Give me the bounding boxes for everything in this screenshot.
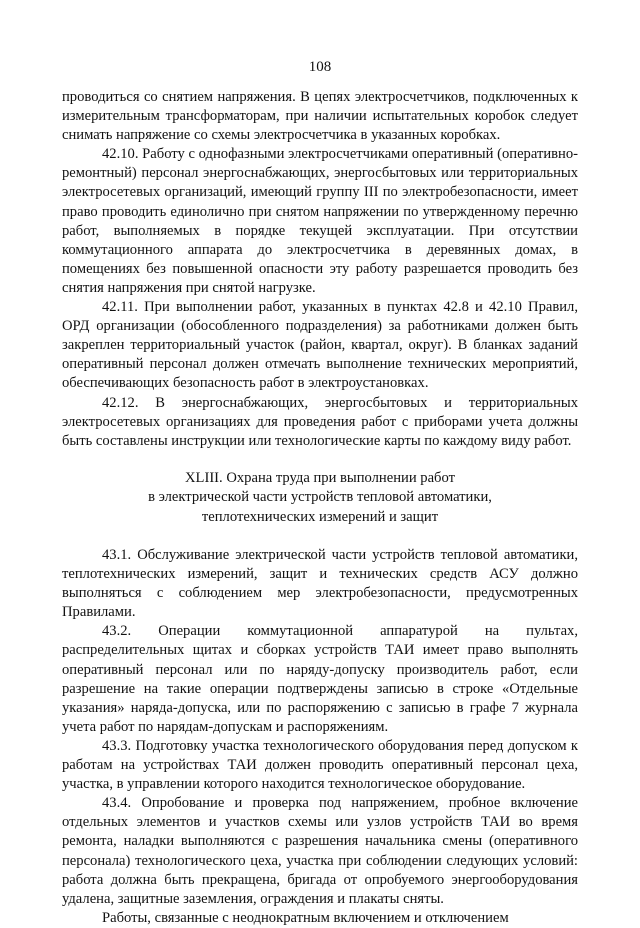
paragraph-43-2: 43.2. Операции коммутационной аппаратурой на пультах, распределительных щитах и сборках устройств ТАИ имеет право выполнять оперативный персонал или по наряду-допуску производитель работ, если разрешение на такие операции подтверждены записью в строке «Отдельные указания» наряда-допуска, или по распоряжению с записью в графе 7 журнала учета работ по нарядам-допускам и распоряжениям. (62, 623, 578, 735)
section-heading (62, 469, 578, 527)
paragraph-42-11: 42.11. При выполнении работ, указанных в пунктах 42.8 и 42.10 Правил, ОРД организации (обособленного подразделения) за работниками должен быть закреплен территориальный участок (район, квартал, округ). В бланках заданий оперативный персонал должен отмечать выполнение технических мероприятий, обеспечивающих безопасность работ в электроустановках. (62, 299, 578, 392)
page-number: 108 (308, 59, 332, 75)
paragraph-last-fragment: Работы, связанные с неоднократным включением и отключением (102, 909, 509, 926)
paragraph-43-4: 43.4. Опробование и проверка под напряжением, пробное включение отдельных элементов и участков схемы или узлов устройств ТАИ во время ремонта, наладки выполняются с разрешения начальника смены (оперативного персонала) технологического цеха, участка при соблюдении следующих условий: работа должна быть прекращена, бригада от опробуемого энергооборудования удалена, защитные заземления, ограждения и плакаты сняты. (62, 795, 578, 907)
paragraph-42-10: 42.10. Работу с однофазными электросчетчиками оперативный (оперативно-ремонтный) персонал энергоснабжающих, энергосбытовых или территориальных электросетевых организаций, имеющий группу III по электробезопасности, имеет право проводить единолично при снятом напряжении по утвержденному перечню работ, выполняемых в порядке текущей эксплуатации. При отсутствии коммутационного аппарата до электросчетчика в деревянных домах, в помещениях без повышенной опасности эту работу разрешается проводить без снятия напряжения при снятой нагрузке. (62, 146, 578, 296)
document-body (62, 88, 578, 928)
paragraph-42-12: 42.12. В энергоснабжающих, энергосбытовых и территориальных электросетевых организациях для проведения работ с приборами учета должны быть составлены инструкции или технологические карты по каждому виду работ. (62, 394, 578, 449)
section-heading-line-1: XLIII. Охрана труда при выполнении работ (185, 469, 455, 486)
paragraph-continuation: проводиться со снятием напряжения. В цепях электросчетчиков, подключенных к измерительным трансформаторам, при наличии испытательных коробок следует снимать напряжение со схемы электросчетчика в указанных коробках. (62, 89, 578, 144)
section-heading-line-3: теплотехнических измерений и защит (201, 508, 439, 525)
section-heading-line-2: в электрической части устройств тепловой автоматики, (148, 489, 492, 506)
paragraph-43-1: 43.1. Обслуживание электрической части устройств тепловой автоматики, теплотехнических измерений, защит и технических средств АСУ должно выполняться с соблюдением мер электробезопасности, предусмотренных Правилами. (62, 547, 578, 621)
paragraph-43-3: 43.3. Подготовку участка технологического оборудования перед допуском к работам на устройствах ТАИ должен проводить оперативный персонал цеха, участка, в управлении которого находится технологическое оборудование. (62, 737, 578, 793)
